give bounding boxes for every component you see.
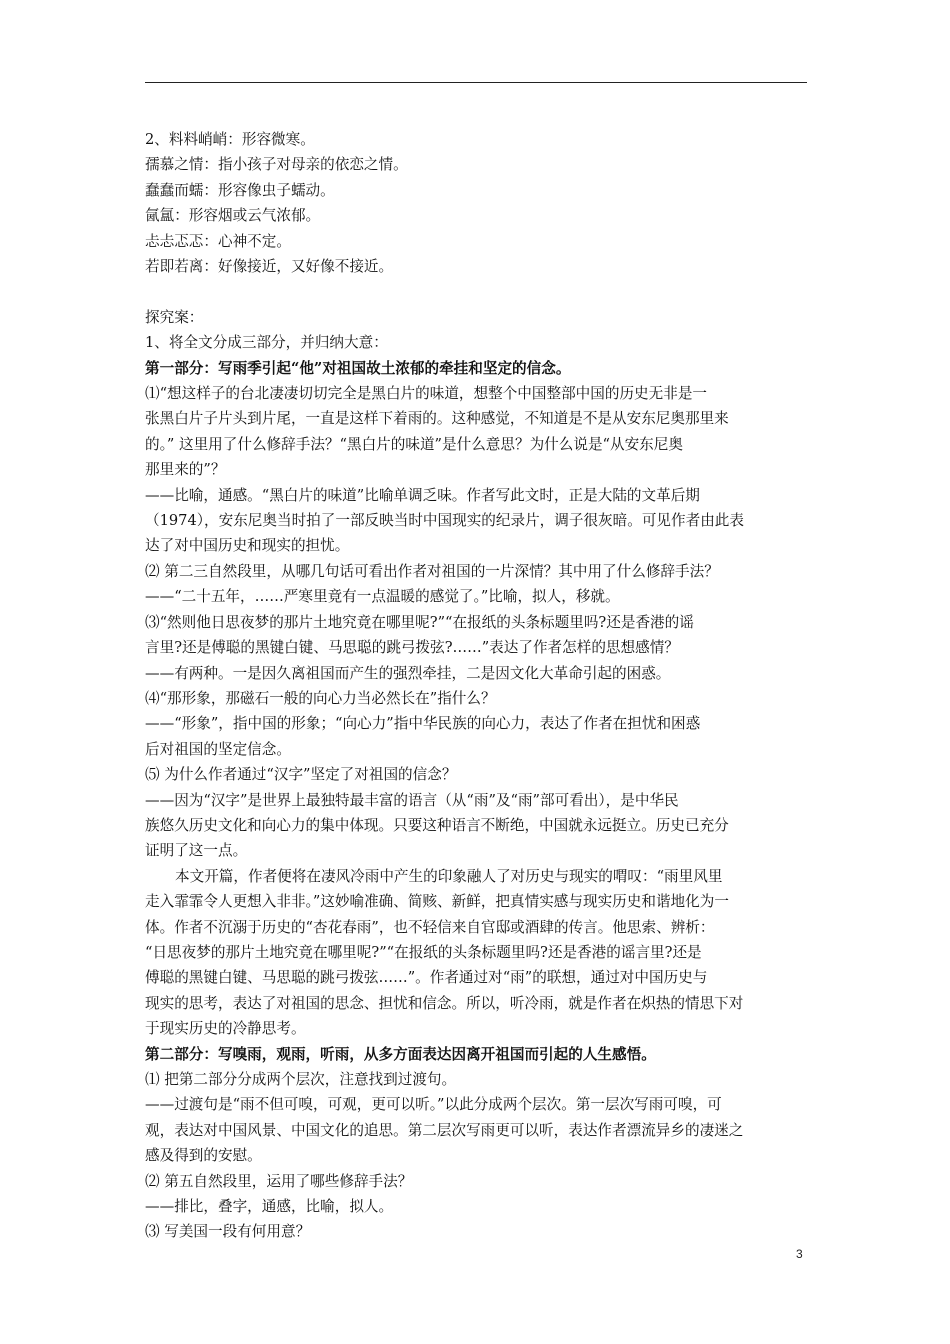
text-line: ——“二十五年，……严寒里竟有一点温暖的感觉了。”比喻，拟人，移就。 — [145, 588, 620, 606]
text-line: 后对祖国的坚定信念。 — [145, 740, 291, 758]
text-line: ⑴“想这样子的台北凄凄切切完全是黑白片的味道，想整个中国整部中国的历史无非是一 — [145, 385, 708, 403]
text-line: ——“形象”，指中国的形象；“向心力”指中华民族的向心力，表达了作者在担忧和困惑 — [145, 715, 701, 733]
text-line: 感及得到的安慰。 — [145, 1147, 262, 1165]
part2-heading: 第二部分：写嗅雨，观雨，听雨，从多方面表达因离开祖国而引起的人生感悟。 — [145, 1045, 656, 1063]
text-line: 的。” 这里用了什么修辞手法？“黑白片的味道”是什么意思？为什么说是“从安东尼奥 — [145, 435, 683, 453]
document-body — [145, 127, 809, 1245]
part2-body — [145, 1067, 809, 1245]
vocab-item: 忐忐忑忑：心神不定。 — [145, 232, 291, 250]
header-rule — [145, 82, 807, 83]
text-line: ⑶“然则他日思夜梦的那片土地究竟在哪里呢?”“在报纸的头条标题里吗?还是香港的谣 — [145, 613, 694, 631]
vocab-item: 若即若离：好像接近，又好像不接近。 — [145, 258, 394, 276]
vocab-item: 蠢蠢而蠕：形容像虫子蠕动。 — [145, 181, 335, 199]
text-line: ——比喻，通感。“黑白片的味道”比喻单调乏味。作者写此文时，正是大陆的文革后期 — [145, 486, 700, 504]
vocab-item: 孺慕之情：指小孩子对母亲的依恋之情。 — [145, 156, 408, 174]
part1-body — [145, 381, 809, 864]
text-line: 观，表达对中国风景、中国文化的追思。第二层次写雨更可以听，表达作者漂流异乡的凄迷之 — [145, 1121, 744, 1139]
text-line: ——排比，叠字，通感，比喻，拟人。 — [145, 1198, 394, 1216]
text-line: 族悠久历史文化和向心力的集中体现。只要这种语言不断绝，中国就永远挺立。历史已充分 — [145, 816, 729, 834]
text-line: 体。作者不沉溺于历史的“杏花春雨”，也不轻信来自官邸或酒肆的传言。他思索、辨析： — [145, 918, 715, 936]
text-line: ——过渡句是“雨不但可嗅，可观，更可以听。”以此分成两个层次。第一层次写雨可嗅，可 — [145, 1096, 722, 1114]
text-line: 现实的思考，表达了对祖国的思念、担忧和信念。所以，听冷雨，就是作者在炽热的情思下对 — [145, 994, 744, 1012]
text-line: （1974），安东尼奥当时拍了一部反映当时中国现实的纪录片，调子很灰暗。可见作者由此表 — [145, 512, 744, 530]
text-line: ⑶ 写美国一段有何用意？ — [145, 1223, 311, 1241]
vocab-item: 氤氲：形容烟或云气浓郁。 — [145, 207, 321, 225]
text-line: 张黑白片子片头到片尾，一直是这样下着雨的。这种感觉，不知道是不是从安东尼奥那里来 — [145, 410, 729, 428]
text-line: 于现实历史的冷静思考。 — [145, 1020, 306, 1038]
task-statement: 1、将全文分成三部分，并归纳大意： — [145, 334, 388, 352]
text-line: ——有两种。一是因久离祖国而产生的强烈牵挂，二是因文化大革命引起的困惑。 — [145, 664, 671, 682]
part1-heading: 第一部分：写雨季引起“他”对祖国故土浓郁的牵挂和坚定的信念。 — [145, 359, 571, 377]
spacer — [145, 279, 809, 304]
text-line: ⑸ 为什么作者通过“汉字”坚定了对祖国的信念？ — [145, 766, 457, 784]
text-line: 本文开篇，作者便将在凄风冷雨中产生的印象融人了对历史与现实的喟叹：“雨里风里 — [175, 867, 723, 885]
text-line: 达了对中国历史和现实的担忧。 — [145, 537, 350, 555]
commentary-paragraph — [145, 864, 809, 1042]
text-line: 那里来的”？ — [145, 461, 226, 479]
text-line: “日思夜梦的那片土地究竟在哪里呢?”“在报纸的头条标题里吗?还是香港的谣言里?还是 — [145, 943, 702, 961]
section-title: 探究案： — [145, 308, 204, 326]
text-line: ⑷“那形象，那磁石一般的向心力当必然长在”指什么？ — [145, 689, 496, 707]
text-line: 走入霏霏令人更想入非非。”这妙喻准确、简赅、新鲜，把真情实感与现实历史和谐地化为一 — [145, 893, 729, 911]
text-line: ⑴ 把第二部分分成两个层次，注意找到过渡句。 — [145, 1071, 457, 1089]
text-line: ——因为“汉字”是世界上最独特最丰富的语言（从“雨”及“雨”部可看出），是中华民 — [145, 791, 679, 809]
text-line: ⑵ 第二三自然段里，从哪几句话可看出作者对祖国的一片深情？其中用了什么修辞手法？ — [145, 562, 719, 580]
vocab-list — [145, 127, 809, 279]
text-line: 言里?还是傅聪的黑键白键、马思聪的跳弓拨弦?……”表达了作者怎样的思想感情？ — [145, 639, 679, 657]
text-line: 傅聪的黑键白键、马思聪的跳弓拨弦……”。作者通过对“雨”的联想，通过对中国历史与 — [145, 969, 708, 987]
vocab-item: 2、料料峭峭：形容微寒。 — [145, 131, 315, 148]
text-line: ⑵ 第五自然段里，运用了哪些修辞手法？ — [145, 1172, 413, 1190]
page-number: 3 — [796, 1247, 803, 1261]
text-line: 证明了这一点。 — [145, 842, 248, 860]
